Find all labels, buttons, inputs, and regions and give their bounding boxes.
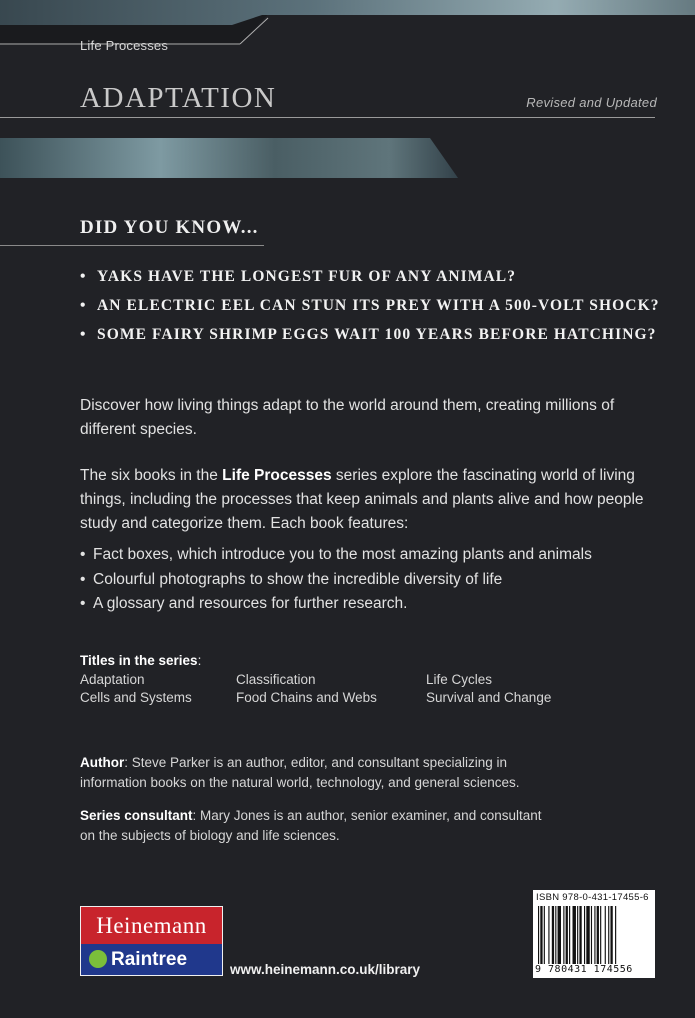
feature-text: Colourful photographs to show the incredible diversity of life xyxy=(93,570,503,588)
barcode-bar xyxy=(558,906,561,964)
barcode-bar xyxy=(569,906,570,964)
series-text-after: series explore the fascinating world of living things, including the processes that keep animals and plants alive and how people study and categorize them. Each book features: xyxy=(80,467,644,532)
title-rule xyxy=(0,117,655,118)
barcode-bar xyxy=(591,906,592,964)
title-item: Classification xyxy=(236,672,316,687)
barcode-bar xyxy=(584,906,585,964)
barcode-bar xyxy=(566,906,568,964)
barcode xyxy=(533,890,655,978)
titles-heading: Titles in the series: xyxy=(80,653,202,668)
edition-label: Revised and Updated xyxy=(526,95,657,110)
fact-text: SOME FAIRY SHRIMP EGGS WAIT 100 YEARS BEFORE HATCHING? xyxy=(97,326,657,343)
title-item: Food Chains and Webs xyxy=(236,690,377,705)
consultant-label: Series consultant xyxy=(80,808,193,823)
titles-heading-label: Titles in the series xyxy=(80,653,198,668)
barcode-bar xyxy=(615,906,616,964)
author-label: Author xyxy=(80,755,125,770)
bullet-icon: • xyxy=(80,297,87,314)
feature-item xyxy=(80,568,592,593)
series-label: Life Processes xyxy=(80,38,169,53)
feature-text: A glossary and resources for further research. xyxy=(93,595,408,612)
author-bio xyxy=(80,753,560,793)
barcode-bar xyxy=(610,906,612,964)
title-item: Cells and Systems xyxy=(80,690,192,705)
bullet-icon: • xyxy=(80,570,86,588)
book-title: ADAPTATION xyxy=(80,82,277,114)
consultant-text: : Mary Jones is an author, senior examiner, and consultant on the subjects of biology and life sciences. xyxy=(80,808,542,843)
barcode-bar xyxy=(538,906,539,964)
barcode-bar xyxy=(544,906,545,964)
barcode-bar xyxy=(573,906,576,964)
publisher-logo xyxy=(80,906,223,976)
accent-banner xyxy=(0,138,695,180)
feature-text: Fact boxes, which introduce you to the most amazing plants and animals xyxy=(93,546,592,563)
isbn-text: ISBN 978-0-431-17455-6 xyxy=(536,892,649,903)
barcode-bar xyxy=(548,906,549,964)
facts-list xyxy=(80,262,660,349)
intro-paragraph: Discover how living things adapt to the world around them, creating millions of different species. xyxy=(80,397,615,438)
fact-text: YAKS HAVE THE LONGEST FUR OF ANY ANIMAL? xyxy=(97,268,517,285)
logo-heinemann: Heinemann xyxy=(81,907,222,944)
barcode-bar xyxy=(605,906,606,964)
feature-item xyxy=(80,592,592,617)
barcode-bars xyxy=(536,906,652,964)
series-paragraph xyxy=(80,464,660,536)
barcode-bar xyxy=(563,906,564,964)
did-you-know-rule xyxy=(0,245,264,246)
title-item: Survival and Change xyxy=(426,690,552,705)
barcode-bar xyxy=(552,906,554,964)
fact-text: AN ELECTRIC EEL CAN STUN ITS PREY WITH A 500-VOLT SHOCK? xyxy=(97,297,660,314)
feature-item xyxy=(80,543,592,568)
author-text: : Steve Parker is an author, editor, and consultant specializing in information books on the natural world, technology, and general sciences. xyxy=(80,755,520,790)
barcode-bar xyxy=(577,906,578,964)
title-item: Adaptation xyxy=(80,672,145,687)
barcode-bar xyxy=(608,906,609,964)
barcode-bar xyxy=(540,906,542,964)
barcode-digits: 9 780431 174556 xyxy=(535,964,633,975)
title-item: Life Cycles xyxy=(426,672,493,687)
consultant-bio xyxy=(80,806,560,846)
features-list xyxy=(80,543,592,617)
barcode-bar xyxy=(600,906,601,964)
did-you-know-heading: DID YOU KNOW... xyxy=(80,217,259,238)
fact-item xyxy=(80,320,660,349)
publisher-url: www.heinemann.co.uk/library xyxy=(230,962,421,977)
barcode-bar xyxy=(555,906,556,964)
series-text-before: The six books in the xyxy=(80,467,223,484)
bullet-icon: • xyxy=(80,268,87,285)
fact-item xyxy=(80,291,660,320)
bullet-icon: • xyxy=(80,595,86,612)
logo-raintree: Raintree xyxy=(111,949,188,970)
barcode-bar xyxy=(594,906,595,964)
leaf-icon xyxy=(89,950,107,968)
bullet-icon: • xyxy=(80,546,86,563)
barcode-bar xyxy=(597,906,599,964)
logo-raintree-band xyxy=(81,944,222,975)
fact-item xyxy=(80,262,660,291)
barcode-bar xyxy=(579,906,581,964)
barcode-bar xyxy=(586,906,589,964)
series-name: Life Processes xyxy=(222,467,332,484)
bullet-icon: • xyxy=(80,326,87,343)
